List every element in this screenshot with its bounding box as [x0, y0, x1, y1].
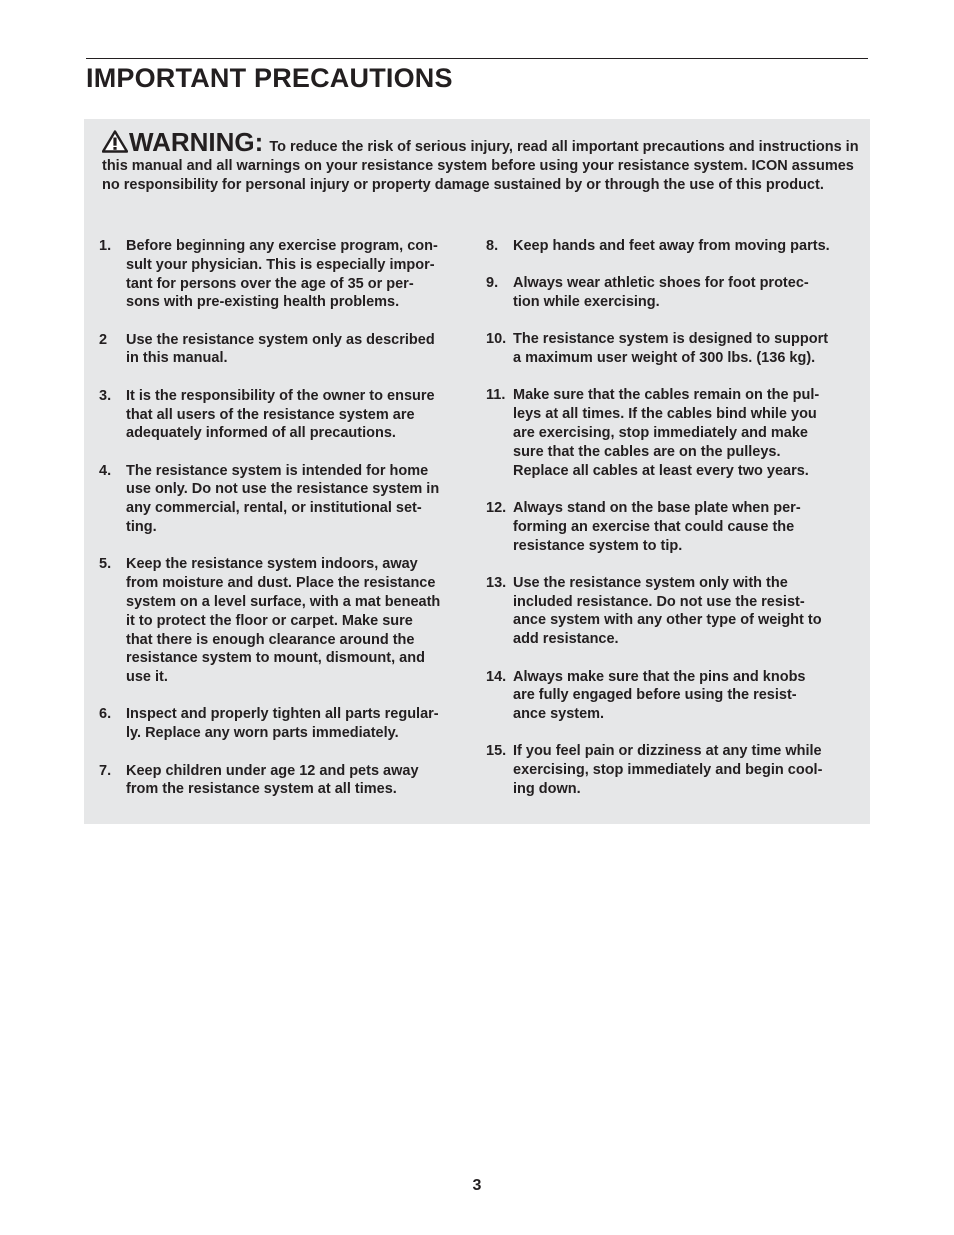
precaution-line: a maximum user weight of 300 lbs. (136 kg).: [513, 350, 816, 367]
precaution-line: any commercial, rental, or institutional set-: [126, 500, 422, 517]
precaution-line: Always make sure that the pins and knobs: [513, 668, 806, 685]
precaution-number: 15.: [486, 743, 507, 760]
precaution-text: [513, 386, 858, 480]
precaution-number: 12.: [486, 499, 507, 516]
precaution-item: [99, 705, 471, 743]
precaution-line: from the resistance system at all times.: [126, 781, 397, 798]
precaution-line: The resistance system is designed to support: [513, 331, 829, 348]
warning-heading: WARNING:: [129, 127, 264, 157]
precaution-item: [486, 668, 858, 724]
page-number: 3: [472, 1177, 482, 1194]
precaution-number: 3.: [99, 387, 112, 404]
precaution-line: from moisture and dust. Place the resistance: [126, 575, 436, 592]
precaution-number: 6.: [99, 706, 112, 723]
precaution-line: Always stand on the base plate when per-: [513, 499, 801, 516]
warning-paragraph: [102, 129, 862, 194]
precaution-line: Keep children under age 12 and pets away: [126, 762, 419, 779]
precaution-line: adequately informed of all precautions.: [126, 425, 396, 442]
precaution-line: in this manual.: [126, 350, 228, 367]
precaution-line: it to protect the floor or carpet. Make sure: [126, 612, 413, 629]
precaution-item: [486, 386, 858, 480]
precaution-line: It is the responsibility of the owner to ensure: [126, 387, 435, 404]
precaution-line: leys at all times. If the cables bind while you: [513, 406, 817, 423]
precaution-text: [513, 274, 858, 312]
precaution-line: sure that the cables are on the pulleys.: [513, 443, 781, 460]
precaution-line: system on a level surface, with a mat beneath: [126, 593, 441, 610]
precaution-item: [486, 499, 858, 555]
precaution-item: [99, 462, 471, 537]
precaution-line: resistance system to tip.: [513, 537, 683, 554]
precaution-item: [99, 387, 471, 443]
precaution-line: ance system with any other type of weight to: [513, 612, 822, 629]
precaution-line: tant for persons over the age of 35 or per-: [126, 275, 414, 292]
precaution-text: [126, 387, 471, 443]
precaution-number: 14.: [486, 668, 507, 685]
precaution-line: ing down.: [513, 781, 581, 798]
precaution-number: 11.: [486, 387, 506, 404]
precautions-list-right: [486, 237, 858, 817]
warning-box: [84, 119, 870, 824]
precaution-number: 5.: [99, 556, 112, 573]
warning-triangle-icon: [102, 130, 128, 153]
precaution-item: [486, 574, 858, 649]
precaution-line: The resistance system is intended for home: [126, 462, 429, 479]
precaution-line: tion while exercising.: [513, 294, 660, 311]
precaution-text: [126, 762, 471, 800]
header-rule: [86, 58, 868, 59]
precaution-text: [126, 237, 471, 312]
precaution-line: that there is enough clearance around the: [126, 631, 415, 648]
precaution-line: are exercising, stop immediately and make: [513, 425, 808, 442]
precaution-text: [126, 331, 471, 369]
precaution-line: Replace all cables at least every two years.: [513, 462, 809, 479]
precaution-line: exercising, stop immediately and begin cool-: [513, 762, 823, 779]
precaution-number: 4.: [99, 462, 112, 479]
precaution-item: [99, 331, 471, 369]
precaution-item: [486, 237, 858, 256]
precaution-text: [126, 555, 471, 687]
precaution-number: 10.: [486, 331, 507, 348]
precaution-line: Use the resistance system only as described: [126, 331, 435, 348]
precaution-line: sult your physician. This is especially impor-: [126, 256, 435, 273]
precaution-line: Keep the resistance system indoors, away: [126, 556, 418, 573]
precaution-item: [99, 762, 471, 800]
precaution-text: [513, 330, 858, 368]
precaution-line: sons with pre-existing health problems.: [126, 294, 400, 311]
precaution-line: Inspect and properly tighten all parts regular-: [126, 706, 439, 723]
precaution-line: included resistance. Do not use the resist-: [513, 593, 805, 610]
precaution-number: 13.: [486, 574, 507, 591]
precaution-text: [126, 462, 471, 537]
precaution-line: Make sure that the cables remain on the pul-: [513, 387, 820, 404]
precaution-line: that all users of the resistance system are: [126, 406, 415, 423]
precautions-list-left: [99, 237, 471, 818]
precaution-text: [513, 237, 858, 256]
precaution-line: Before beginning any exercise program, con-: [126, 238, 438, 254]
precaution-line: resistance system to mount, dismount, and: [126, 650, 425, 667]
precaution-text: [513, 668, 858, 724]
precaution-item: [486, 330, 858, 368]
precaution-line: If you feel pain or dizziness at any time while: [513, 743, 822, 760]
precaution-number: 2: [99, 331, 108, 348]
precaution-number: 7.: [99, 762, 112, 779]
precaution-item: [99, 237, 471, 312]
precaution-line: ance system.: [513, 706, 605, 723]
page-title: IMPORTANT PRECAUTIONS: [86, 63, 453, 93]
precaution-number: 9.: [486, 275, 499, 292]
precaution-line: add resistance.: [513, 631, 619, 648]
precaution-item: [486, 274, 858, 312]
precaution-line: are fully engaged before using the resist-: [513, 687, 797, 704]
precaution-text: [126, 705, 471, 743]
precaution-item: [486, 742, 858, 798]
precaution-number: 1.: [99, 238, 112, 254]
precaution-text: [513, 499, 858, 555]
precaution-item: [99, 555, 471, 687]
precaution-line: use it.: [126, 669, 168, 686]
precaution-line: Always wear athletic shoes for foot protec-: [513, 275, 809, 292]
precaution-text: [513, 574, 858, 649]
precaution-text: [513, 742, 858, 798]
precaution-line: Use the resistance system only with the: [513, 574, 788, 591]
precaution-number: 8.: [486, 238, 499, 254]
precaution-line: ting.: [126, 519, 157, 536]
precaution-line: use only. Do not use the resistance system in: [126, 481, 440, 498]
precaution-line: forming an exercise that could cause the: [513, 518, 795, 535]
warning-intro: To reduce the risk of serious injury, read all important precautions and instructions in this manual and all warnings on your resistance system before using your resistance system. ICON assumes no responsibility for personal injury or property damage sustained by or through the use of this product.: [102, 139, 859, 193]
precaution-line: Keep hands and feet away from moving parts.: [513, 238, 830, 254]
precaution-line: ly. Replace any worn parts immediately.: [126, 725, 399, 742]
